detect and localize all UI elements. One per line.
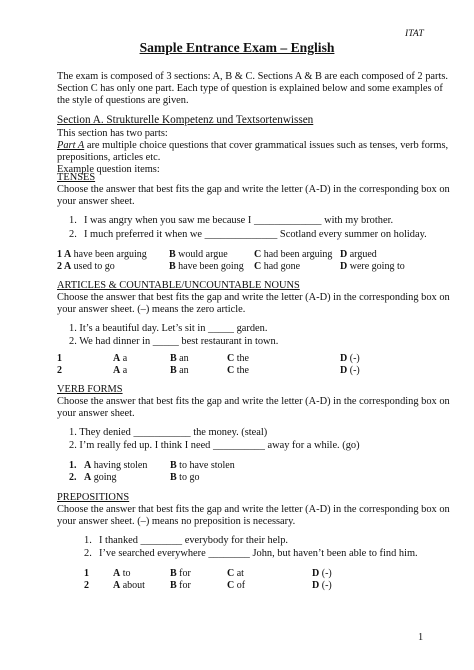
page-number: 1	[418, 632, 424, 643]
option-a: 1 A have been arguing	[57, 249, 147, 260]
prepositions-question: I thanked ________ everybody for their help.	[99, 535, 288, 546]
option-a: A having stolen	[84, 460, 148, 471]
tenses-instruction: Choose the answer that best fits the gap and write the letter (A-D) in the corresponding box on	[57, 184, 450, 195]
option-c: C the	[227, 365, 249, 376]
intro-line: The exam is composed of 3 sections: A, B & C. Sections A & B are each composed of 2 parts.	[57, 71, 449, 82]
articles-heading: ARTICLES & COUNTABLE/UNCOUNTABLE NOUNS	[57, 280, 300, 291]
tenses-instruction: your answer sheet.	[57, 196, 135, 207]
prepositions-question: I’ve searched everywhere ________ John, but haven’t been able to find him.	[99, 548, 418, 559]
row-number: 2	[84, 580, 89, 591]
verb-forms-instruction: Choose the answer that best fits the gap and write the letter (A-D) in the corresponding box on	[57, 396, 450, 407]
option-a: A to	[113, 568, 131, 579]
option-a: 2 A used to go	[57, 261, 115, 272]
row-number: 1	[84, 568, 89, 579]
intro-line: Section C has only one part. Each type of question is explained below and some examples of	[57, 83, 443, 94]
option-d: D argued	[340, 249, 377, 260]
page-title: Sample Entrance Exam – English	[139, 40, 335, 55]
option-c: C had gone	[254, 261, 301, 272]
section-a-text: This section has two parts:	[57, 128, 168, 139]
option-c: C the	[227, 353, 249, 364]
articles-instruction: your answer sheet. (–) means the zero article.	[57, 304, 246, 315]
tenses-question: I much preferred it when we ______________ Scotland every summer on holiday.	[84, 229, 427, 240]
row-number: 2.	[69, 472, 77, 483]
verb-forms-heading: VERB FORMS	[57, 384, 123, 395]
articles-question: 1. It’s a beautiful day. Let’s sit in _____ garden.	[69, 323, 268, 334]
option-a: A a	[113, 353, 128, 364]
option-b: B for	[170, 568, 191, 579]
option-d: D (-)	[340, 353, 360, 364]
option-b: B for	[170, 580, 191, 591]
option-d: D (-)	[312, 580, 332, 591]
section-a-text: prepositions, articles etc.	[57, 152, 161, 163]
prepositions-instruction: Choose the answer that best fits the gap and write the letter (A-D) in the corresponding box on	[57, 504, 450, 515]
option-a: A going	[84, 472, 117, 483]
articles-instruction: Choose the answer that best fits the gap and write the letter (A-D) in the corresponding box on	[57, 292, 450, 303]
verb-forms-question: 2. I’m really fed up. I think I need __________ away for a while. (go)	[69, 440, 360, 451]
option-c: C at	[227, 568, 244, 579]
question-number: 2.	[69, 229, 77, 240]
section-a-text: Example question items:	[57, 164, 160, 175]
corner-label: ITAT	[405, 28, 424, 39]
option-d: D were going to	[340, 261, 405, 272]
tenses-heading: TENSES	[57, 172, 96, 183]
option-b: B to go	[170, 472, 200, 483]
part-a-label: Part A	[57, 140, 85, 151]
verb-forms-question: 1. They denied ___________ the money. (steal)	[69, 427, 268, 438]
question-number: 2.	[84, 548, 92, 559]
option-b: B to have stolen	[170, 460, 235, 471]
option-a: A a	[113, 365, 128, 376]
section-a-text	[57, 140, 448, 152]
verb-forms-instruction: your answer sheet.	[57, 408, 135, 419]
row-number: 1.	[69, 460, 77, 471]
option-c: C of	[227, 580, 246, 591]
part-a-description: are multiple choice questions that cover grammatical issues such as tenses, verb forms,	[84, 140, 449, 151]
option-c: C had been arguing	[254, 249, 333, 260]
option-a: A about	[113, 580, 145, 591]
prepositions-heading: PREPOSITIONS	[57, 492, 130, 503]
option-b: B an	[170, 365, 189, 376]
question-number: 1.	[69, 215, 77, 226]
option-b: B an	[170, 353, 189, 364]
option-d: D (-)	[312, 568, 332, 579]
option-b: B would argue	[169, 249, 228, 260]
option-d: D (-)	[340, 365, 360, 376]
section-a-heading: Section A. Strukturelle Kompetenz und Textsortenwissen	[57, 114, 314, 126]
question-number: 1.	[84, 535, 92, 546]
intro-line: the style of questions are given.	[57, 95, 189, 106]
option-b: B have been going	[169, 261, 244, 272]
prepositions-instruction: your answer sheet. (–) means no preposition is necessary.	[57, 516, 296, 527]
articles-question: 2. We had dinner in _____ best restaurant in town.	[69, 336, 279, 347]
row-number: 1	[57, 353, 62, 364]
tenses-question: I was angry when you saw me because I _____________ with my brother.	[84, 215, 394, 226]
row-number: 2	[57, 365, 62, 376]
